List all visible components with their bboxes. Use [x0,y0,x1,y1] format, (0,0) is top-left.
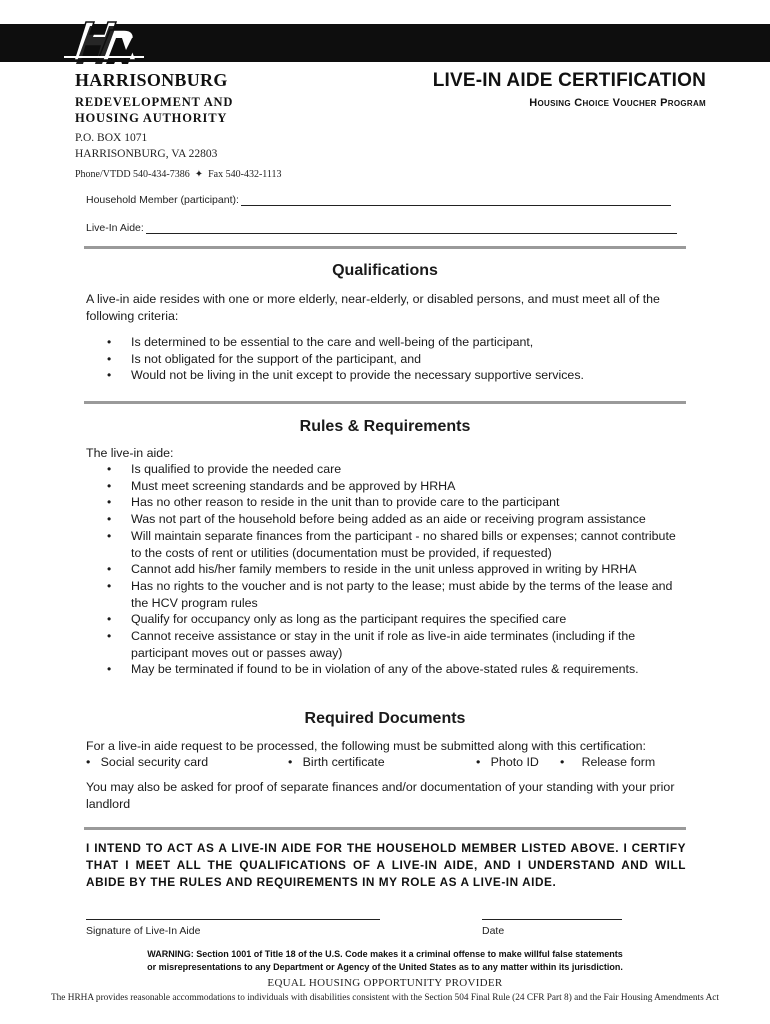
documents-list [86,755,686,772]
hrha-logo [64,20,144,66]
list-item: • Would not be living in the unit except to provide the necessary supportive services. [107,368,584,383]
household-member-input[interactable] [241,196,671,206]
org-address-2: HARRISONBURG, VA 22803 [75,148,218,160]
bullet-icon: • [476,755,481,769]
org-name-line3: HOUSING AUTHORITY [75,111,228,125]
list-item: • Birth certificate [288,755,385,769]
list-item: • Must meet screening standards and be approved by HRHA [107,478,456,493]
signature-line[interactable] [86,919,380,920]
bullet-icon: • [107,462,112,476]
bullet-icon: • [107,612,112,627]
document-subtitle: Housing Choice Voucher Program [529,97,706,109]
bullet-icon: • [107,335,112,349]
divider [84,246,686,249]
household-member-field [86,194,671,206]
list-item: • Is not obligated for the support of the participant, and [107,351,421,366]
divider [84,827,686,830]
bullet-icon: • [560,755,565,769]
accommodations-statement: The HRHA provides reasonable accommodations to individuals with disabilities consistent with the Section 504 Final Rule (24 CFR Part 8) and the Fair Housing Amendments Act [50,993,719,1003]
bullet-icon: • [107,528,112,543]
list-item: • Cannot receive assistance or stay in the unit if role as live-in aide terminates (including if the participant moves out or passes away) [107,629,636,660]
warning-line-2: or misrepresentations to any Department or Agency of the United States as to any matter within its jurisdiction. [147,961,623,972]
list-item: • May be terminated if found to be in violation of any of the above-stated rules & requirements. [107,662,639,677]
org-phone: Phone/VTDD 540-434-7386 [75,169,190,180]
date-label: Date [482,925,505,937]
bullet-icon: • [86,755,91,769]
rules-intro: The live-in aide: [86,446,174,460]
org-name-line2: REDEVELOPMENT AND [75,95,234,109]
list-item: • Release form [560,755,656,769]
list-item: • Photo ID [476,755,539,769]
certification-statement: I INTEND TO ACT AS A LIVE-IN AIDE FOR THE HOUSEHOLD MEMBER LISTED ABOVE. I CERTIFY THAT I MEET ALL THE QUALIFICATIONS OF A LIVE-IN AIDE, AND I UNDERSTAND AND WILL ABIDE BY THE RULES AND REQUIREMENTS IN MY ROLE AS A LIVE-IN AIDE. [86,841,686,890]
list-item: • Social security card [86,755,209,769]
document-title: LIVE-IN AIDE CERTIFICATION [432,70,706,91]
bullet-icon: • [107,351,112,366]
org-contact [75,168,282,182]
org-fax: Fax 540-432-1113 [208,169,282,180]
warning-line-1: WARNING: Section 1001 of Title 18 of the U.S. Code makes it a criminal offense to make willful false statements [147,949,623,959]
qualifications-list [107,334,687,384]
organization-block [75,70,282,182]
divider [84,401,686,404]
bullet-icon: • [107,478,112,493]
legal-warning [0,948,770,973]
bullet-icon: • [107,578,112,593]
bullet-icon: • [107,368,112,383]
rules-list [107,461,687,678]
list-item: • Is qualified to provide the needed care [107,462,342,476]
qualifications-heading: Qualifications [332,262,438,279]
live-in-aide-input[interactable] [146,224,677,234]
documents-note: You may also be asked for proof of separate finances and/or documentation of your standing with your prior landlord [86,780,675,811]
rules-heading: Rules & Requirements [299,418,471,435]
org-address-1: P.O. BOX 1071 [75,132,148,144]
bullet-icon: • [107,512,112,527]
list-item: • Is determined to be essential to the care and well-being of the participant, [107,335,534,349]
list-item: • Was not part of the household before being added as an aide or receiving program assistance [107,512,646,527]
list-item: • Cannot add his/her family members to reside in the unit unless approved in writing by HRHA [107,562,637,577]
org-name: HARRISONBURG [75,70,228,90]
list-item: • Qualify for occupancy only as long as the participant requires the specified care [107,612,567,627]
qualifications-intro: A live-in aide resides with one or more elderly, near-elderly, or disabled persons, and must meet all of the following criteria: [86,292,660,323]
list-item: • Has no rights to the voucher and is not party to the lease; must abide by the terms of the lease and the HCV program rules [107,578,673,610]
date-line[interactable] [482,919,622,920]
equal-housing-statement: EQUAL HOUSING OPPORTUNITY PROVIDER [267,977,503,989]
bullet-icon: • [107,662,112,677]
signature-label: Signature of Live-In Aide [86,925,201,937]
bullet-icon: • [288,755,293,769]
household-member-label: Household Member (participant): [86,194,239,206]
live-in-aide-label: Live-In Aide: [86,222,144,234]
documents-intro: For a live-in aide request to be processed, the following must be submitted along with this certification: [86,739,646,753]
bullet-icon: • [107,562,112,577]
list-item: • Has no other reason to reside in the unit than to provide care to the participant [107,495,560,510]
separator-icon: ✦ [194,169,204,180]
documents-heading: Required Documents [304,710,466,727]
list-item: • Will maintain separate finances from the participant - no shared bills or expenses; cannot contribute to the costs of rent or utilities (documentation must be provided, if requested) [107,528,676,560]
bullet-icon: • [107,495,112,510]
live-in-aide-field [86,222,677,234]
bullet-icon: • [107,629,112,644]
